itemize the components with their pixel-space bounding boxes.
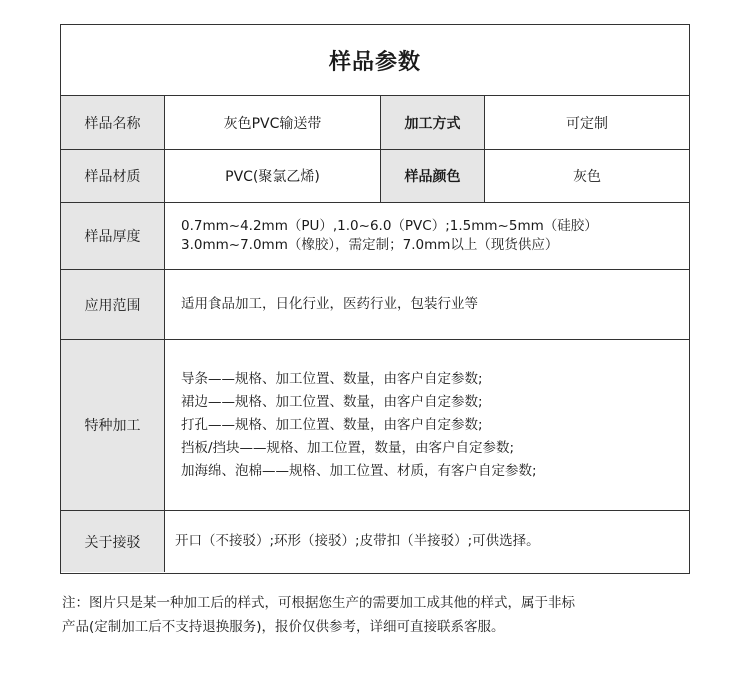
row-special-processing bbox=[61, 339, 689, 510]
label-sample-material: 样品材质 bbox=[61, 150, 165, 202]
thickness-line: 3.0mm~7.0mm（橡胶），需定制；7.0mm以上（现货供应） bbox=[181, 237, 559, 253]
footnote bbox=[62, 591, 692, 639]
label-thickness: 样品厚度 bbox=[61, 203, 165, 269]
thickness-line: 0.7mm~4.2mm（PU）,1.0~6.0（PVC）;1.5mm~5mm（硅胶） bbox=[181, 218, 598, 234]
footnote-line: 产品(定制加工后不支持退换服务)，报价仅供参考，详细可直接联系客服。 bbox=[62, 619, 505, 635]
label-sample-name: 样品名称 bbox=[61, 96, 165, 149]
table-title-row bbox=[61, 25, 689, 95]
row-thickness bbox=[61, 202, 689, 269]
spec-table bbox=[60, 24, 690, 574]
label-processing-method: 加工方式 bbox=[380, 96, 485, 149]
feature-line: 导条——规格、加工位置、数量，由客户自定参数; bbox=[181, 370, 483, 387]
feature-line: 挡板/挡块——规格、加工位置，数量，由客户自定参数; bbox=[181, 439, 515, 456]
value-special-processing bbox=[165, 340, 689, 510]
value-processing-method: 可定制 bbox=[566, 115, 608, 132]
label-application: 应用范围 bbox=[61, 270, 165, 339]
value-sample-material: PVC(聚氯乙烯) bbox=[225, 169, 320, 185]
value-sample-name: 灰色PVC输送带 bbox=[223, 115, 322, 132]
row-application bbox=[61, 269, 689, 339]
label-joint: 关于接驳 bbox=[61, 511, 165, 572]
row-joint bbox=[61, 510, 689, 572]
feature-line: 加海绵、泡棉——规格、加工位置、材质，有客户自定参数; bbox=[181, 462, 537, 479]
value-thickness bbox=[165, 203, 689, 269]
footnote-line: 注：图片只是某一种加工后的样式，可根据您生产的需要加工成其他的样式，属于非标 bbox=[62, 595, 575, 611]
table-title: 样品参数 bbox=[328, 49, 421, 75]
label-sample-color: 样品颜色 bbox=[380, 150, 485, 202]
value-sample-color: 灰色 bbox=[573, 169, 601, 185]
value-joint: 开口（不接驳）;环形（接驳）;皮带扣（半接驳）;可供选择。 bbox=[175, 533, 540, 549]
row-sample-material bbox=[61, 149, 689, 202]
row-sample-name bbox=[61, 95, 689, 149]
feature-line: 打孔——规格、加工位置、数量，由客户自定参数; bbox=[181, 416, 483, 433]
label-special-processing: 特种加工 bbox=[61, 340, 165, 510]
feature-line: 裙边——规格、加工位置、数量，由客户自定参数; bbox=[181, 393, 483, 410]
value-application: 适用食品加工，日化行业，医药行业，包装行业等 bbox=[181, 296, 478, 312]
